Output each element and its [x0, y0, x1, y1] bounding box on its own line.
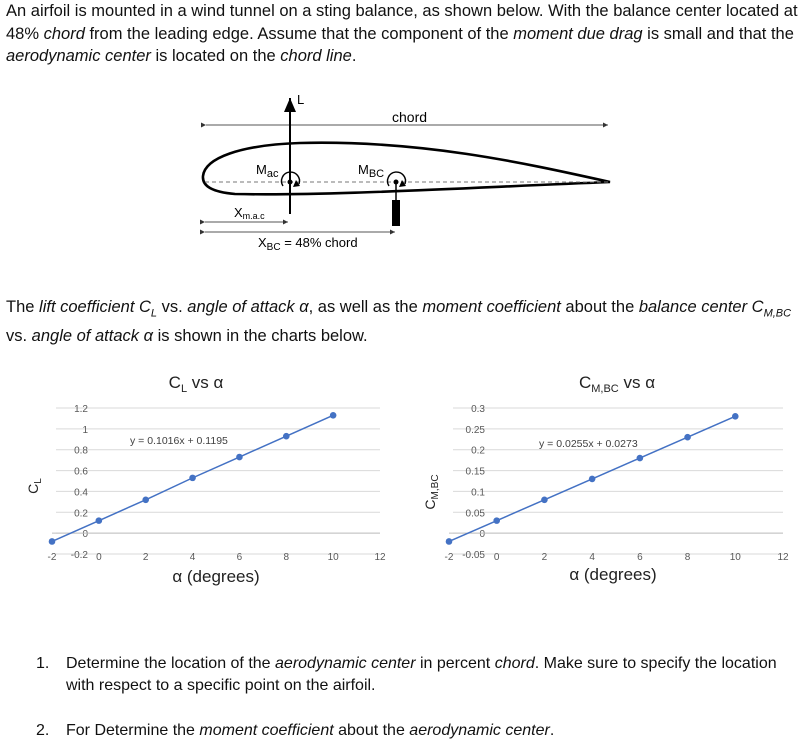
- chart0-title: $C_L$ vs α: [168, 373, 224, 395]
- chart0-data-point: [142, 496, 149, 503]
- intro-text-2: from the leading edge. Assume that the component of the: [84, 24, 514, 43]
- chart1-data-point: [446, 538, 453, 545]
- chart1-x-axis-label: α (degrees): [569, 565, 657, 584]
- question-1-text: Determine the location of the aerodynamic center in percent chord. Make sure to specify the location with respect to a specific point on the airfoil.: [66, 655, 777, 694]
- chart1-data-point: [541, 496, 548, 503]
- chart0-data-point: [283, 433, 290, 440]
- mac-label: $M_{ac}$: [256, 162, 279, 180]
- mid-italic-cmbc: balance center $C_{M,BC}$: [638, 298, 792, 320]
- intro-italic-chord: chord: [43, 24, 85, 43]
- mbc-label: $M_{BC}$: [358, 162, 385, 180]
- chart1-data-point: [684, 434, 691, 441]
- chart0-data-point: [330, 412, 337, 419]
- mid-italic-cl: lift coefficient $C_L$: [39, 298, 158, 320]
- chart1-x-tick-label: 0: [493, 552, 500, 563]
- chart1-y-tick-label: -0.05: [462, 550, 485, 561]
- sting-balance: [392, 200, 400, 226]
- chart1-data-point: [493, 517, 500, 524]
- chart0-x-tick-label: 12: [374, 552, 386, 563]
- chart1-y-tick-label: 0.1: [471, 487, 485, 499]
- chart0-y-tick-label: -0.2: [70, 550, 88, 561]
- chart0-y-tick-label: 0.4: [74, 487, 88, 499]
- chart0-y-tick-label: 1.2: [74, 404, 88, 415]
- chart1-y-tick-label: 0.05: [465, 508, 485, 520]
- chart0-x-tick-label: 4: [189, 552, 196, 563]
- xbc-label: $X_{BC} = 48\%$ chord: [258, 235, 358, 253]
- chart0-y-tick-label: 0.2: [74, 508, 88, 520]
- question-2-text: For Determine the moment coefficient about the aerodynamic center.: [66, 722, 555, 739]
- chart0-data-point: [49, 538, 56, 545]
- chart1-y-axis-label: $C_{M,BC}$: [422, 474, 441, 510]
- chart1-data-point: [637, 455, 644, 462]
- chart0-x-tick-label: 2: [142, 552, 149, 563]
- chart1-x-tick-label: 4: [589, 552, 595, 563]
- mid-text-4: about the: [560, 298, 639, 316]
- chart0-data-point: [236, 454, 243, 461]
- mid-italic-aoa: angle of attack α: [187, 298, 309, 316]
- chart0-x-tick-label: 6: [236, 552, 243, 563]
- intro-text-4: is located on the: [150, 47, 281, 65]
- intro-italic-ac: aerodynamic center: [6, 47, 151, 65]
- chart1-x-tick-label: 12: [777, 552, 789, 563]
- intro-italic-moment: moment due drag: [513, 24, 643, 43]
- moment-coefficient-chart: [405, 360, 809, 595]
- mid-text-3: , as well as the: [308, 298, 423, 316]
- lift-label: L: [297, 92, 305, 107]
- chart0-y-tick-label: 0.8: [74, 445, 88, 457]
- chart0-x-tick-label: 8: [283, 552, 290, 563]
- chart0-x-axis-label: α (degrees): [172, 567, 260, 586]
- xac-label: Xm.a.c: [234, 205, 265, 221]
- chart0-y-tick-label: 1: [82, 424, 88, 436]
- intro-text-5: .: [351, 47, 357, 65]
- chart1-data-point: [589, 476, 596, 483]
- mid-text-1: The: [6, 298, 40, 316]
- chart0-y-tick-label: 0: [82, 529, 88, 541]
- chord-label: chord: [392, 109, 428, 125]
- chart1-data-point: [732, 413, 739, 420]
- mid-italic-aoa-2: angle of attack α: [31, 326, 153, 345]
- chart1-x-tick-label: 6: [637, 552, 643, 563]
- chart1-x-tick-label: 2: [541, 552, 548, 563]
- chart1-title: $C_{M,BC}$ vs α: [578, 373, 656, 395]
- chart1-y-tick-label: 0.3: [471, 404, 485, 415]
- chart1-y-tick-label: 0.25: [465, 424, 485, 436]
- mid-text-5: vs.: [6, 326, 32, 345]
- chart1-y-tick-label: 0.2: [471, 445, 485, 457]
- chart0-x-tick-label: -2: [47, 552, 57, 563]
- chart0-x-tick-label: 10: [327, 552, 339, 563]
- ac-point: [288, 180, 293, 185]
- intro-italic-chordline: chord line: [280, 47, 352, 65]
- chart1-y-tick-label: 0: [479, 529, 485, 541]
- mid-text-6: is shown in the charts below.: [153, 326, 368, 345]
- chart1-x-tick-label: 8: [684, 552, 691, 563]
- chart1-x-tick-label: 10: [729, 552, 741, 563]
- mid-text-2: vs.: [157, 298, 188, 316]
- chart1-y-tick-label: 0.15: [465, 466, 485, 478]
- chart0-data-point: [189, 475, 196, 482]
- chart1-trendline-equation: y = 0.0255x + 0.0273: [539, 438, 638, 450]
- question-1-number: 1.: [36, 655, 50, 672]
- chart0-data-point: [96, 517, 103, 524]
- chart0-trendline-equation: y = 0.1016x + 0.1195: [130, 435, 228, 447]
- question-2-number: 2.: [36, 722, 50, 739]
- intro-text-1: An airfoil is mounted in a wind tunnel on a sting balance, as shown below. With the balance center located at 48%: [6, 2, 798, 43]
- chart1-x-tick-label: -2: [444, 552, 454, 563]
- mid-italic-moment: moment coefficient: [422, 298, 561, 316]
- chart0-y-tick-label: 0.6: [74, 466, 88, 478]
- intro-text-3: is small and that the: [642, 24, 794, 43]
- intro-paragraph: [6, 0, 802, 68]
- lift-coefficient-chart: [0, 360, 405, 595]
- chart0-x-tick-label: 0: [96, 552, 102, 563]
- chart-intro-paragraph: [6, 296, 802, 347]
- chart0-y-axis-label: $C_L$: [25, 478, 44, 494]
